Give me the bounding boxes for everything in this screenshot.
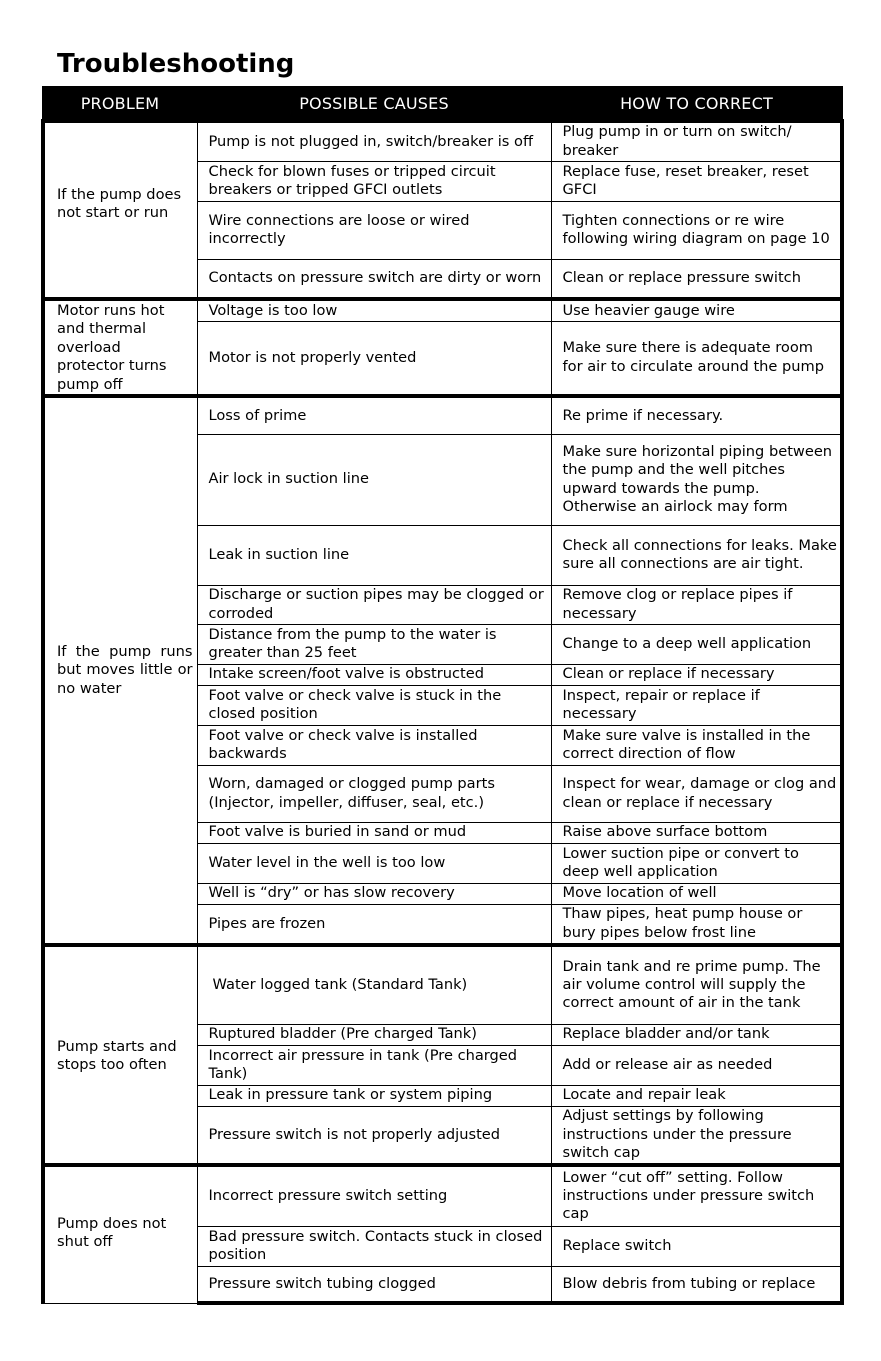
fix-cell: Replace switch xyxy=(551,1226,842,1266)
cause-cell: Well is “dry” or has slow recovery xyxy=(197,883,551,904)
problem-cell xyxy=(43,121,197,299)
cause-cell: Water logged tank (Standard Tank) xyxy=(197,945,551,1024)
fix-cell: Inspect, repair or replace if necessary xyxy=(551,685,842,725)
problem-cell xyxy=(43,945,197,1165)
cause-cell: Voltage is too low xyxy=(197,299,551,321)
table-row xyxy=(43,396,842,434)
fix-cell: Make sure there is adequate room for air to circulate around the pump xyxy=(551,321,842,396)
cause-cell: Foot valve or check valve is stuck in the closed position xyxy=(197,685,551,725)
cause-cell: Foot valve or check valve is installed backwards xyxy=(197,725,551,765)
problem-text: If the pump does not start or run xyxy=(57,186,182,222)
fix-cell: Thaw pipes, heat pump house or bury pipes below frost line xyxy=(551,904,842,945)
table-row xyxy=(43,121,842,161)
cause-cell: Pipes are frozen xyxy=(197,904,551,945)
cause-cell: Discharge or suction pipes may be clogged or corroded xyxy=(197,585,551,624)
troubleshooting-table xyxy=(41,86,844,1305)
cause-cell: Motor is not properly vented xyxy=(197,321,551,396)
cause-cell: Loss of prime xyxy=(197,396,551,434)
problem-text: Motor runs hot and thermal overload protector turns pump off xyxy=(57,302,167,393)
cause-cell: Foot valve is buried in sand or mud xyxy=(197,822,551,843)
fix-cell: Clean or replace if necessary xyxy=(551,664,842,685)
fix-cell: Inspect for wear, damage or clog and clean or replace if necessary xyxy=(551,765,842,822)
cause-cell: Contacts on pressure switch are dirty or worn xyxy=(197,259,551,299)
fix-cell: Adjust settings by following instructions under the pressure switch cap xyxy=(551,1106,842,1165)
cause-cell: Bad pressure switch. Contacts stuck in closed position xyxy=(197,1226,551,1266)
cause-cell: Pressure switch tubing clogged xyxy=(197,1266,551,1303)
problem-text: Pump starts and stops too often xyxy=(57,1038,177,1074)
fix-cell: Drain tank and re prime pump. The air volume control will supply the correct amount of air in the tank xyxy=(551,945,842,1024)
fix-cell: Remove clog or replace pipes if necessary xyxy=(551,585,842,624)
fix-cell: Use heavier gauge wire xyxy=(551,299,842,321)
fix-cell: Tighten connections or re wire following wiring diagram on page 10 xyxy=(551,201,842,259)
fix-cell: Replace bladder and/or tank xyxy=(551,1024,842,1045)
header-possible-causes: POSSIBLE CAUSES xyxy=(197,87,551,121)
table-row xyxy=(43,299,842,321)
cause-cell: Wire connections are loose or wired incorrectly xyxy=(197,201,551,259)
table-row xyxy=(43,1165,842,1226)
cause-cell: Ruptured bladder (Pre charged Tank) xyxy=(197,1024,551,1045)
fix-cell: Lower “cut off” setting. Follow instructions under pressure switch cap xyxy=(551,1165,842,1226)
fix-cell: Raise above surface bottom xyxy=(551,822,842,843)
cause-cell: Air lock in suction line xyxy=(197,434,551,525)
cause-cell: Check for blown fuses or tripped circuit breakers or tripped GFCI outlets xyxy=(197,161,551,201)
problem-cell xyxy=(43,1165,197,1303)
cause-cell: Pressure switch is not properly adjusted xyxy=(197,1106,551,1165)
table-row xyxy=(43,945,842,1024)
cause-cell: Distance from the pump to the water is greater than 25 feet xyxy=(197,624,551,664)
fix-cell: Check all connections for leaks. Make sure all connections are air tight. xyxy=(551,525,842,585)
cause-cell: Leak in suction line xyxy=(197,525,551,585)
cause-cell: Intake screen/foot valve is obstructed xyxy=(197,664,551,685)
cause-cell: Worn, damaged or clogged pump parts (Injector, impeller, diffuser, seal, etc.) xyxy=(197,765,551,822)
fix-cell: Clean or replace pressure switch xyxy=(551,259,842,299)
fix-cell: Add or release air as needed xyxy=(551,1045,842,1085)
cause-cell: Incorrect pressure switch setting xyxy=(197,1165,551,1226)
problem-text: Pump does not shut off xyxy=(57,1215,167,1251)
fix-cell: Replace fuse, reset breaker, reset GFCI xyxy=(551,161,842,201)
header-how-to-correct: HOW TO CORRECT xyxy=(551,87,842,121)
header-problem: PROBLEM xyxy=(43,87,197,121)
page-title: Troubleshooting xyxy=(57,49,295,79)
fix-cell: Locate and repair leak xyxy=(551,1085,842,1106)
cause-cell: Water level in the well is too low xyxy=(197,843,551,883)
table-header-row xyxy=(43,87,842,121)
fix-cell: Move location of well xyxy=(551,883,842,904)
cause-cell: Leak in pressure tank or system piping xyxy=(197,1085,551,1106)
fix-cell: Change to a deep well application xyxy=(551,624,842,664)
fix-cell: Plug pump in or turn on switch/ breaker xyxy=(551,121,842,161)
fix-cell: Re prime if necessary. xyxy=(551,396,842,434)
fix-cell: Lower suction pipe or convert to deep well application xyxy=(551,843,842,883)
fix-cell: Blow debris from tubing or replace xyxy=(551,1266,842,1303)
problem-text: If the pump runs but moves little or no water xyxy=(57,643,193,697)
cause-cell: Incorrect air pressure in tank (Pre charged Tank) xyxy=(197,1045,551,1085)
problem-cell xyxy=(43,299,197,396)
fix-cell: Make sure horizontal piping between the pump and the well pitches upward towards the pump. Otherwise an airlock may form xyxy=(551,434,842,525)
fix-cell: Make sure valve is installed in the correct direction of flow xyxy=(551,725,842,765)
cause-cell: Pump is not plugged in, switch/breaker is off xyxy=(197,121,551,161)
problem-cell xyxy=(43,396,197,945)
